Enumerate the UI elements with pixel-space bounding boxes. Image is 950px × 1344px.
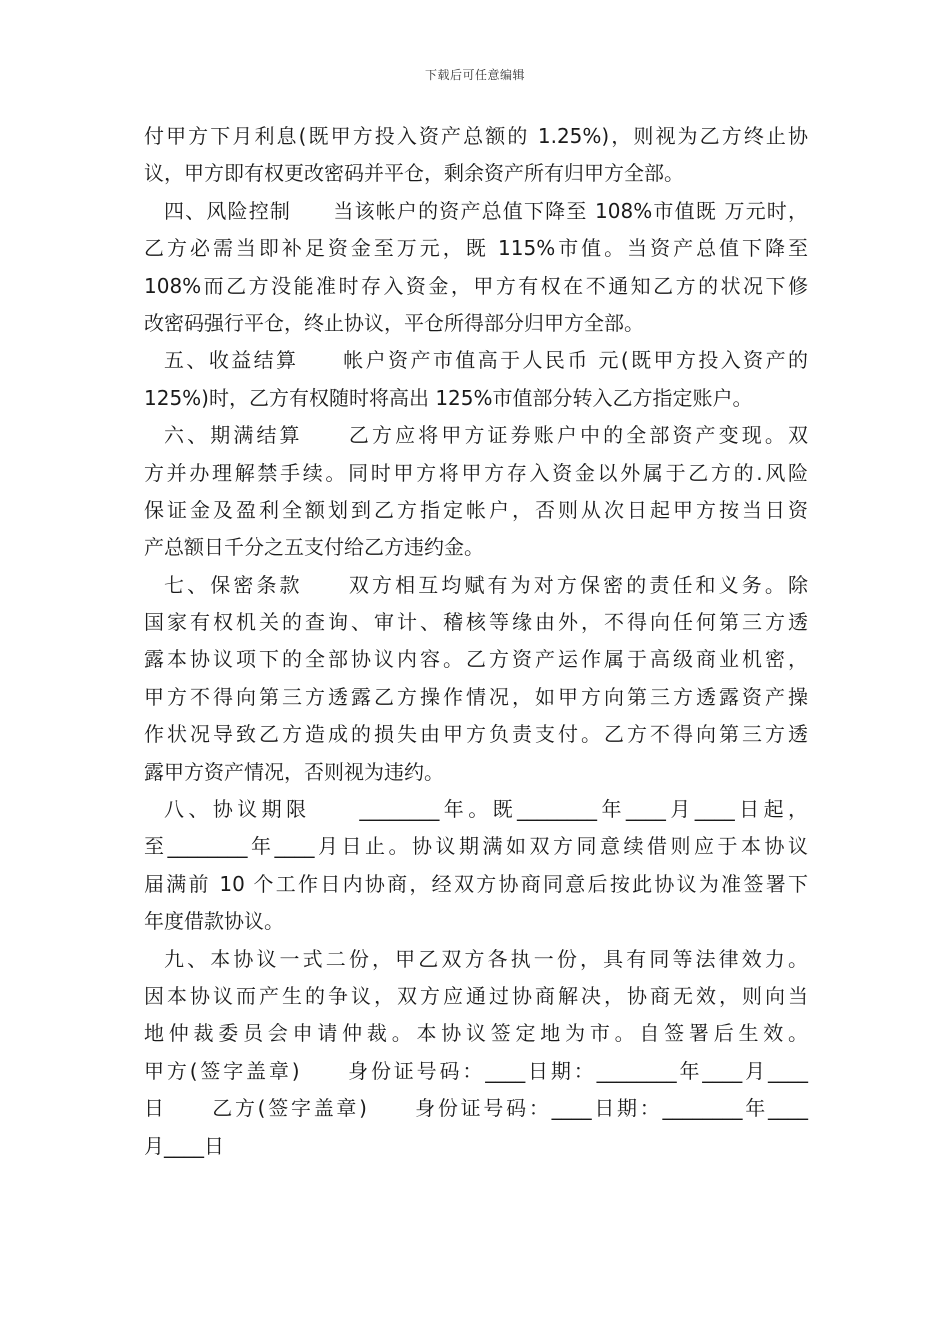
text-line: 方并办理解禁手续。同时甲方将甲方存入资金以外属于乙方的.风险 (144, 460, 808, 485)
signature-line: 日 乙方(签字盖章) 身份证号码：____日期：________年____ (144, 1096, 808, 1121)
section-heading-line: 五、收益结算 帐户资产市值高于人民币 元(既甲方投入资产的 (164, 348, 808, 373)
text-line: 改密码强行平仓，终止协议，平仓所得部分归甲方全部。 (144, 310, 644, 335)
text-line: 议，甲方即有权更改密码并平仓，剩余资产所有归甲方全部。 (144, 161, 684, 186)
text-line: 年度借款协议。 (144, 909, 284, 934)
text-line: 作状况导致乙方造成的损失由甲方负责支付。乙方不得向第三方透 (144, 722, 808, 747)
text-line: 地仲裁委员会申请仲裁。本协议签定地为市。自签署后生效。 (144, 1021, 808, 1046)
section-heading-line: 八、协议期限 ________年。既________年____月____日起， (164, 797, 808, 822)
signature-line: 月____日 (144, 1133, 224, 1158)
text-line: 保证金及盈利全额划到乙方指定帐户，否则从次日起甲方按当日资 (144, 497, 808, 522)
text-line: 甲方不得向第三方透露乙方操作情况，如甲方向第三方透露资产操 (144, 684, 808, 709)
text-line: 付甲方下月利息(既甲方投入资产总额的 1.25%)，则视为乙方终止协 (144, 124, 808, 148)
text-line: 因本协议而产生的争议，双方应通过协商解决，协商无效，则向当 (144, 983, 808, 1008)
document-body (144, 118, 808, 1165)
text-line: 至________年____月日止。协议期满如双方同意续借则应于本协议 (144, 834, 808, 859)
text-line: 乙方必需当即补足资金至万元，既 115%市值。当资产总值下降至 (144, 236, 808, 261)
section-heading-line: 六、期满结算 乙方应将甲方证券账户中的全部资产变现。双 (164, 423, 808, 448)
signature-line: 甲方(签字盖章) 身份证号码：____日期：________年____月____ (144, 1058, 808, 1083)
text-line: 125%)时，乙方有权随时将高出 125%市值部分转入乙方指定账户。 (144, 385, 753, 410)
section-heading-line: 四、风险控制 当该帐户的资产总值下降至 108%市值既 万元时， (164, 198, 808, 223)
section-heading-line: 七、保密条款 双方相互均赋有为对方保密的责任和义务。除 (164, 572, 808, 597)
text-line: 产总额日千分之五支付给乙方违约金。 (144, 535, 484, 560)
text-line: 露甲方资产情况，否则视为违约。 (144, 759, 444, 784)
page-header: 下载后可任意编辑 (424, 68, 525, 82)
section-heading-line: 九、本协议一式二份，甲乙双方各执一份，具有同等法律效力。 (164, 946, 808, 971)
text-line: 届满前 10 个工作日内协商，经双方协商同意后按此协议为准签署下 (144, 871, 808, 896)
text-line: 108%而乙方没能准时存入资金，甲方有权在不通知乙方的状况下修 (144, 273, 808, 298)
text-line: 露本协议项下的全部协议内容。乙方资产运作属于高级商业机密， (144, 647, 808, 672)
text-line: 国家有权机关的查询、审计、稽核等缘由外，不得向任何第三方透 (144, 610, 808, 635)
